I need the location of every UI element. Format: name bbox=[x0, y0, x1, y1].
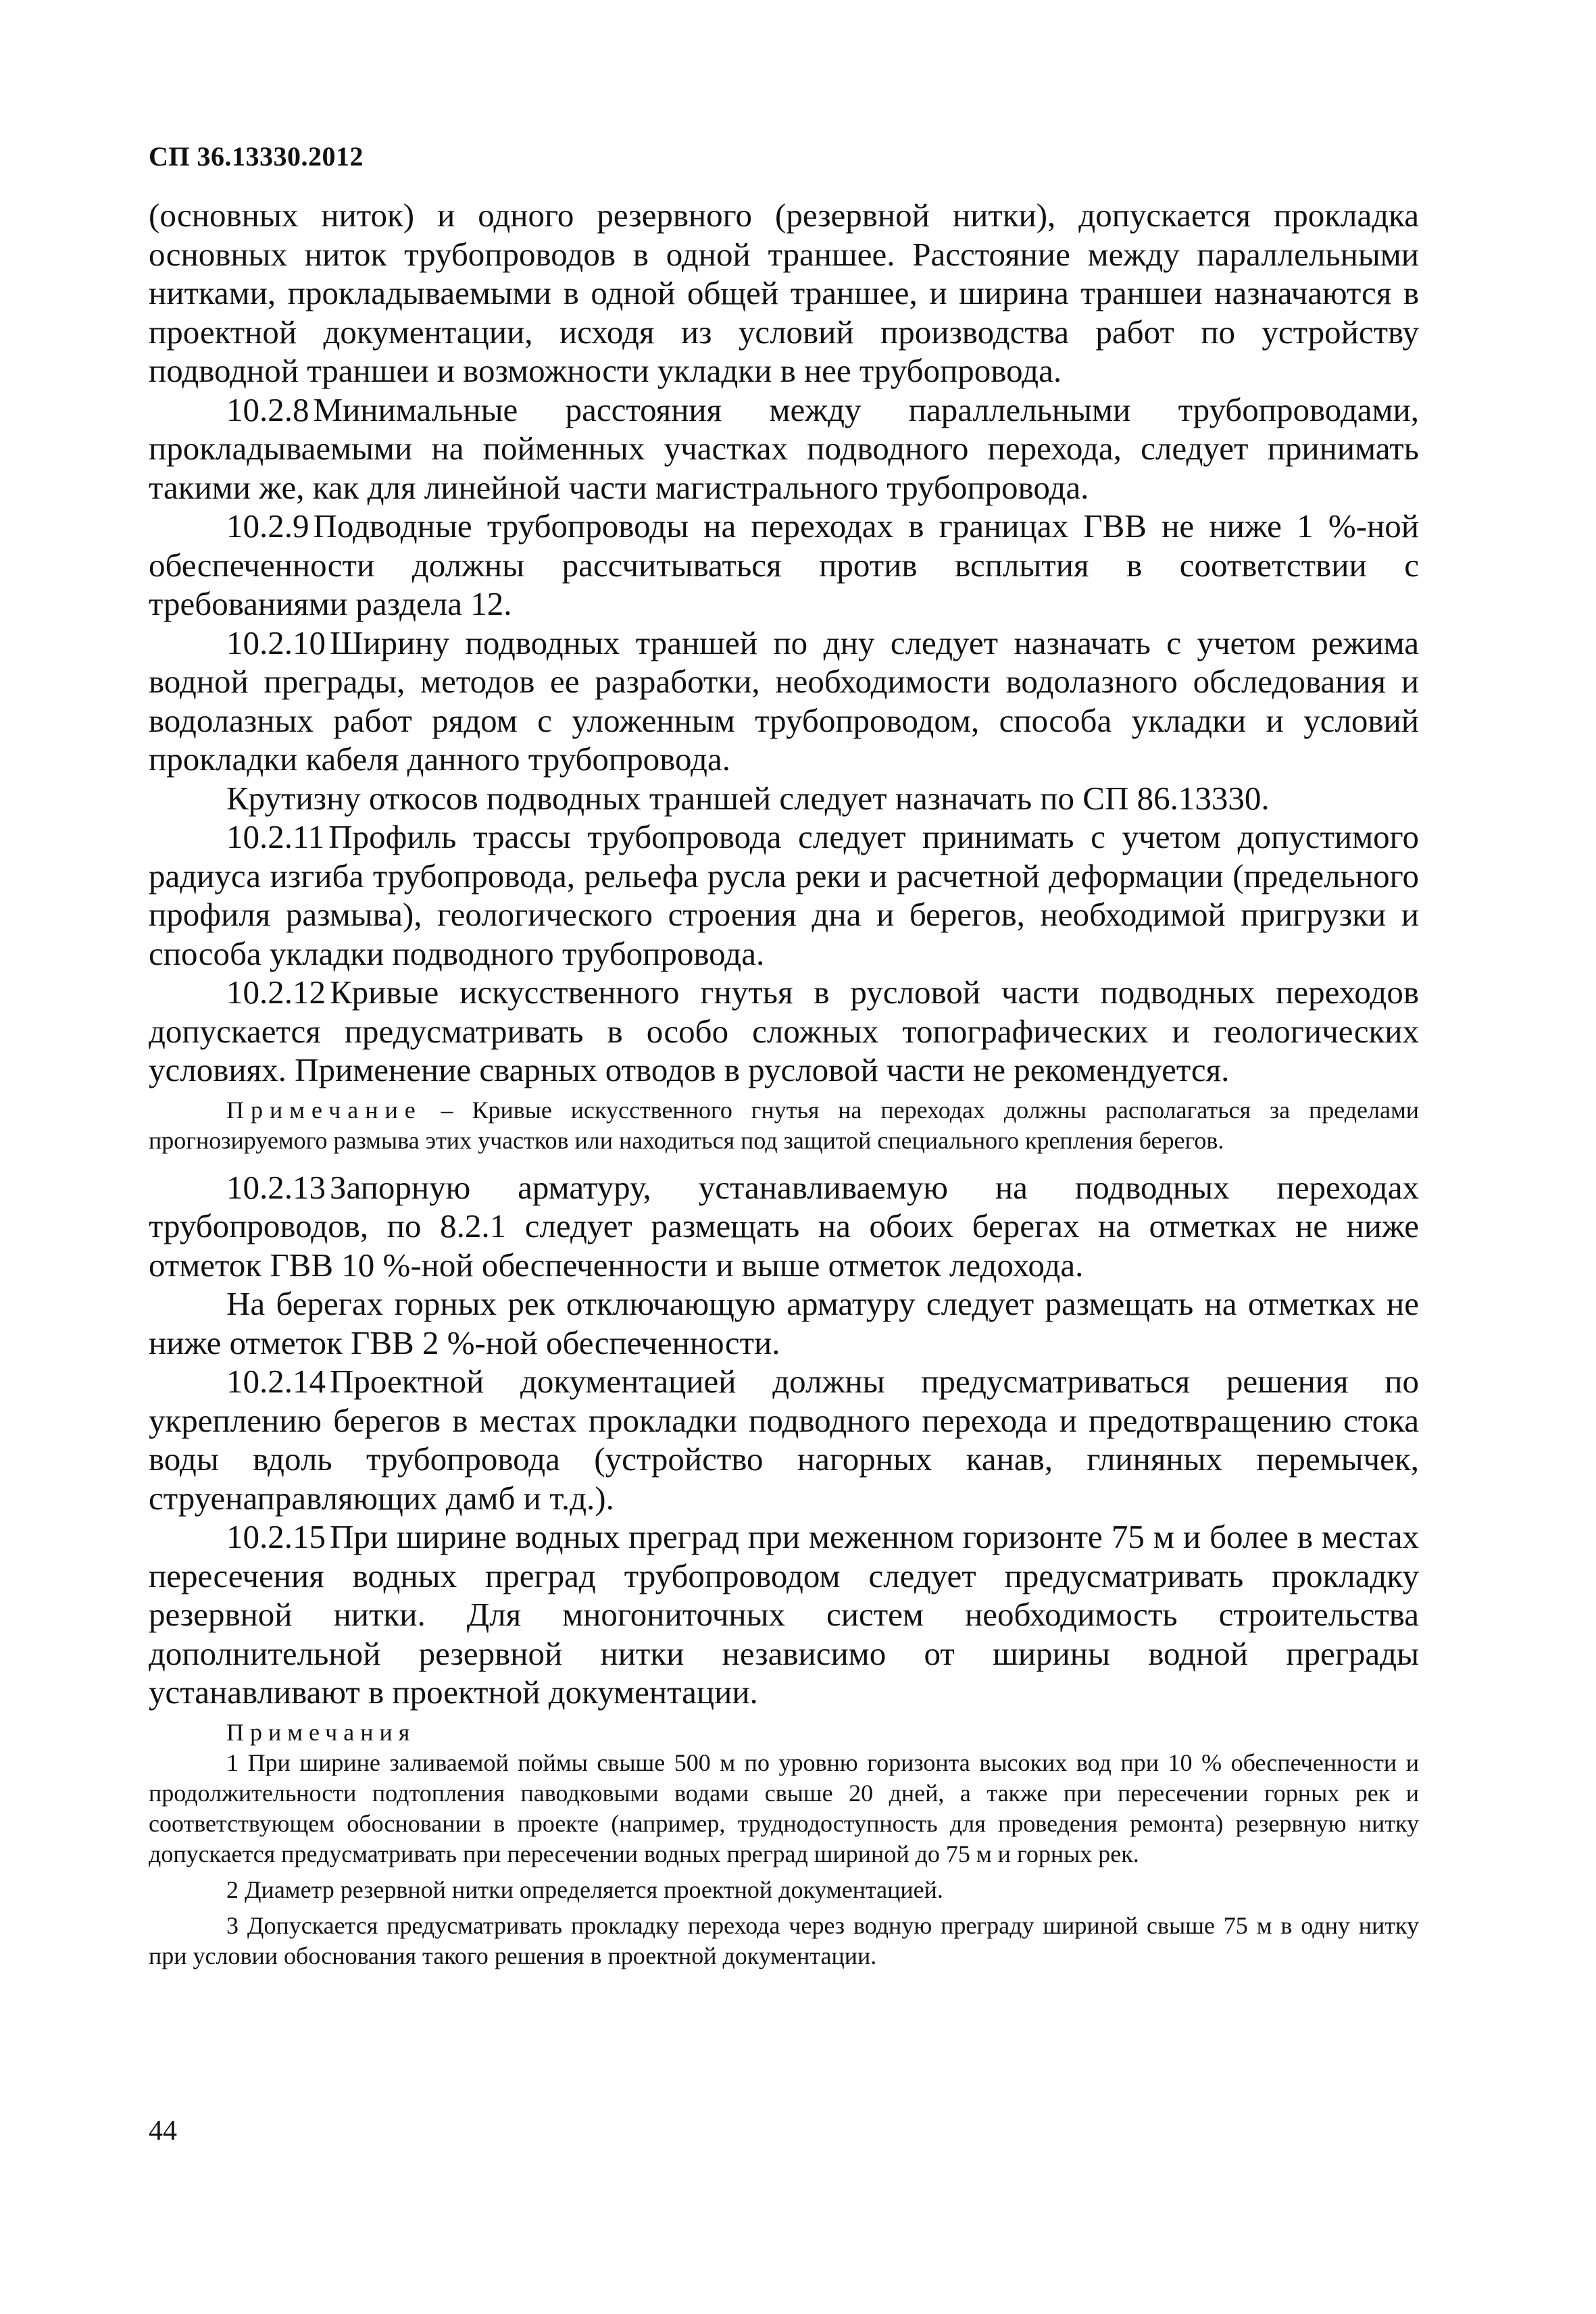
clause-text: Запорную арматуру, устанавливаемую на подводных переходах трубопроводов, по 8.2.1 следует размещать на обоих берегах на отметках не ниже отметок ГВВ 10 %-ной обеспеченности и выше отметок ледохода. bbox=[149, 1168, 1419, 1284]
clause-text: При ширине водных преград при меженном горизонте 75 м и более в местах пересечения водных преград трубопроводом следует предусматривать прокладку резервной нитки. Для многониточных систем необходимость строительства дополнительной резервной нитки независимо от ширины водной преграды устанавливают в проектной документации. bbox=[149, 1518, 1419, 1711]
paragraph-continuation: (основных ниток) и одного резервного (резервной нитки), допускается прокладка основных ниток трубопроводов в одной траншее. Расстояние между параллельными нитками, прокладываемыми в одной общей траншее, и ширина траншеи назначаются в проектной документации, исходя из условий производства работ по устройству подводной траншеи и возможности укладки в нее трубопровода. bbox=[149, 197, 1419, 389]
note-text: – Кривые искусственного гнутья на переходах должны располагаться за пределами прогнозируемого размыва этих участков или находиться под защитой специального крепления берегов. bbox=[149, 1096, 1419, 1154]
clause-number: 10.2.8 bbox=[226, 391, 309, 428]
clause-10-2-11 bbox=[149, 818, 1419, 973]
clause-10-2-12 bbox=[149, 973, 1419, 1090]
clause-10-2-8 bbox=[149, 391, 1419, 507]
notes-heading: Примечания bbox=[226, 1718, 416, 1746]
document-body bbox=[149, 196, 1419, 1971]
clause-10-2-14 bbox=[149, 1362, 1419, 1517]
clause-number: 10.2.11 bbox=[226, 818, 325, 855]
clause-10-2-13 bbox=[149, 1168, 1419, 1285]
clause-text: Проектной документацией должны предусматриваться решения по укреплению берегов в местах прокладки подводного перехода и предотвращению стока воды вдоль трубопровода (устройство нагорных канав, глиняных перемычек, струенаправляющих дамб и т.д.). bbox=[149, 1363, 1419, 1517]
clause-number: 10.2.14 bbox=[226, 1363, 326, 1400]
note-label: Примечание bbox=[226, 1096, 422, 1124]
clause-text: Подводные трубопроводы на переходах в границах ГВВ не ниже 1 %-ной обеспеченности должны рассчитываться против всплытия в соответствии с требованиями раздела 12. bbox=[149, 507, 1419, 622]
clause-text: Кривые искусственного гнутья в русловой части подводных переходов допускается предусматривать в особо сложных топографических и геологических условиях. Применение сварных отводов в русловой части не рекомендуется. bbox=[149, 974, 1419, 1088]
page-number: 44 bbox=[149, 2115, 177, 2146]
clause-number: 10.2.13 bbox=[226, 1168, 326, 1206]
clause-10-2-9 bbox=[149, 507, 1419, 624]
clause-number: 10.2.15 bbox=[226, 1518, 326, 1555]
document-code-header: СП 36.13330.2012 bbox=[149, 141, 364, 172]
clause-10-2-15 bbox=[149, 1517, 1419, 1712]
clause-number: 10.2.9 bbox=[226, 507, 309, 545]
clause-number: 10.2.12 bbox=[226, 974, 326, 1011]
note-bends bbox=[149, 1095, 1419, 1156]
clause-number: 10.2.10 bbox=[226, 624, 326, 661]
paragraph-slopes: Крутизну откосов подводных траншей следует назначать по СП 86.13330. bbox=[226, 779, 1270, 817]
clause-10-2-10 bbox=[149, 624, 1419, 779]
paragraph-mountain-rivers: На берегах горных рек отключающую арматуру следует размещать на отметках не ниже отметок ГВВ 2 %-ной обеспеченности. bbox=[149, 1285, 1419, 1361]
clause-text: Профиль трассы трубопровода следует принимать с учетом допустимого радиуса изгиба трубопровода, рельефа русла реки и расчетной деформации (предельного профиля размыва), геологического строения дна и берегов, необходимой пригрузки и способа укладки подводного трубопровода. bbox=[149, 818, 1419, 972]
note-item-2: 2 Диаметр резервной нитки определяется проектной документацией. bbox=[226, 1876, 943, 1903]
note-item-3: 3 Допускается предусматривать прокладку перехода через водную преграду шириной свыше 75 м в одну нитку при условии обоснования такого решения в проектной документации. bbox=[149, 1911, 1419, 1969]
clause-text: Ширину подводных траншей по дну следует назначать с учетом режима водной преграды, методов ее разработки, необходимости водолазного обследования и водолазных работ рядом с уложенным трубопроводом, способа укладки и условий прокладки кабеля данного трубопровода. bbox=[149, 624, 1419, 778]
clause-text: Минимальные расстояния между параллельными трубопроводами, прокладываемыми на пойменных участках подводного перехода, следует принимать такими же, как для линейной части магистрального трубопровода. bbox=[149, 391, 1419, 506]
note-item-1: 1 При ширине заливаемой поймы свыше 500 м по уровню горизонта высоких вод при 10 % обеспеченности и продолжительности подтопления паводковыми водами свыше 20 дней, а также при пересечении горных рек и соответствующем обосновании в проекте (например, труднодоступность для проведения ремонта) резервную нитку допускается предусматривать при пересечении водных преград шириной до 75 м и горных рек. bbox=[149, 1749, 1419, 1867]
